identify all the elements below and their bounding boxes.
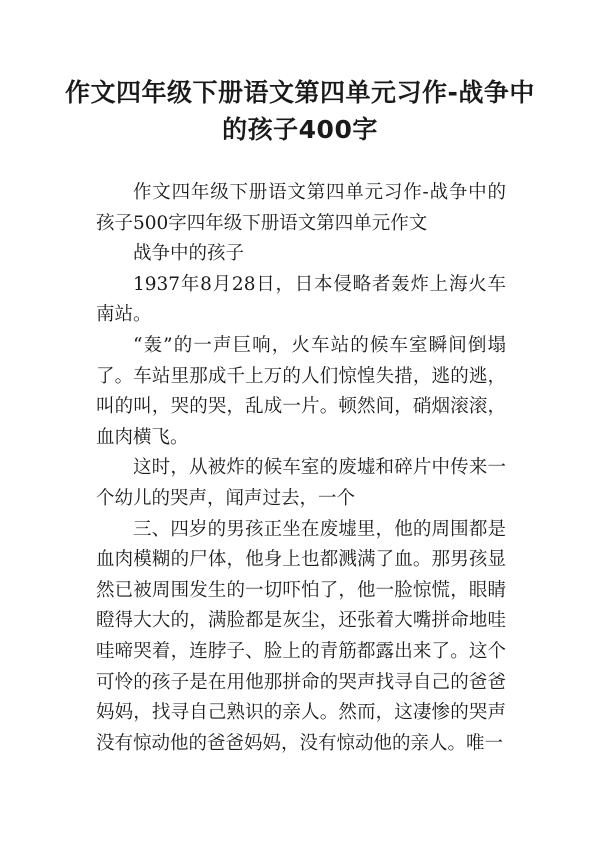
document-body (96, 178, 506, 759)
paragraph-date: 1937年8月28日，日本侵略者轰炸上海火车南站。 (96, 273, 506, 326)
paragraph-subtitle: 战争中的孩子 (133, 243, 245, 265)
document-title: 作文四年级下册语文第四单元习作-战争中的孩子400字 (65, 78, 535, 144)
paragraph-cry: 这时，从被炸的候车室的废墟和碎片中传来一个幼儿的哭声，闻声过去，一个 (96, 457, 506, 509)
paragraph-boy: 三、四岁的男孩正坐在废墟里，他的周围都是血肉模糊的尸体，他身上也都溅满了血。那男孩显然已被周围发生的一切吓怕了，他一脸惊慌，眼睛瞪得大大的，满脸都是灰尘，还张着大嘴拼命地哇哇啼哭着，连脖子、脸上的青筋都露出来了。这个可怜的孩子是在用他那拼命的哭声找寻自己的爸爸妈妈，找寻自己熟识的亲人。然而，这凄惨的哭声没有惊动他的爸爸妈妈，没有惊动他的亲人。唯一 (96, 518, 506, 754)
paragraph-explosion: “轰”的一声巨响，火车站的候车室瞬间倒塌了。车站里那成千上万的人们惊惶失措，逃的逃，叫的叫，哭的哭，乱成一片。顿然间，硝烟滚滚，血肉横飞。 (96, 334, 506, 448)
paragraph-intro: 作文四年级下册语文第四单元习作-战争中的孩子500字四年级下册语文第四单元作文 (96, 182, 506, 234)
